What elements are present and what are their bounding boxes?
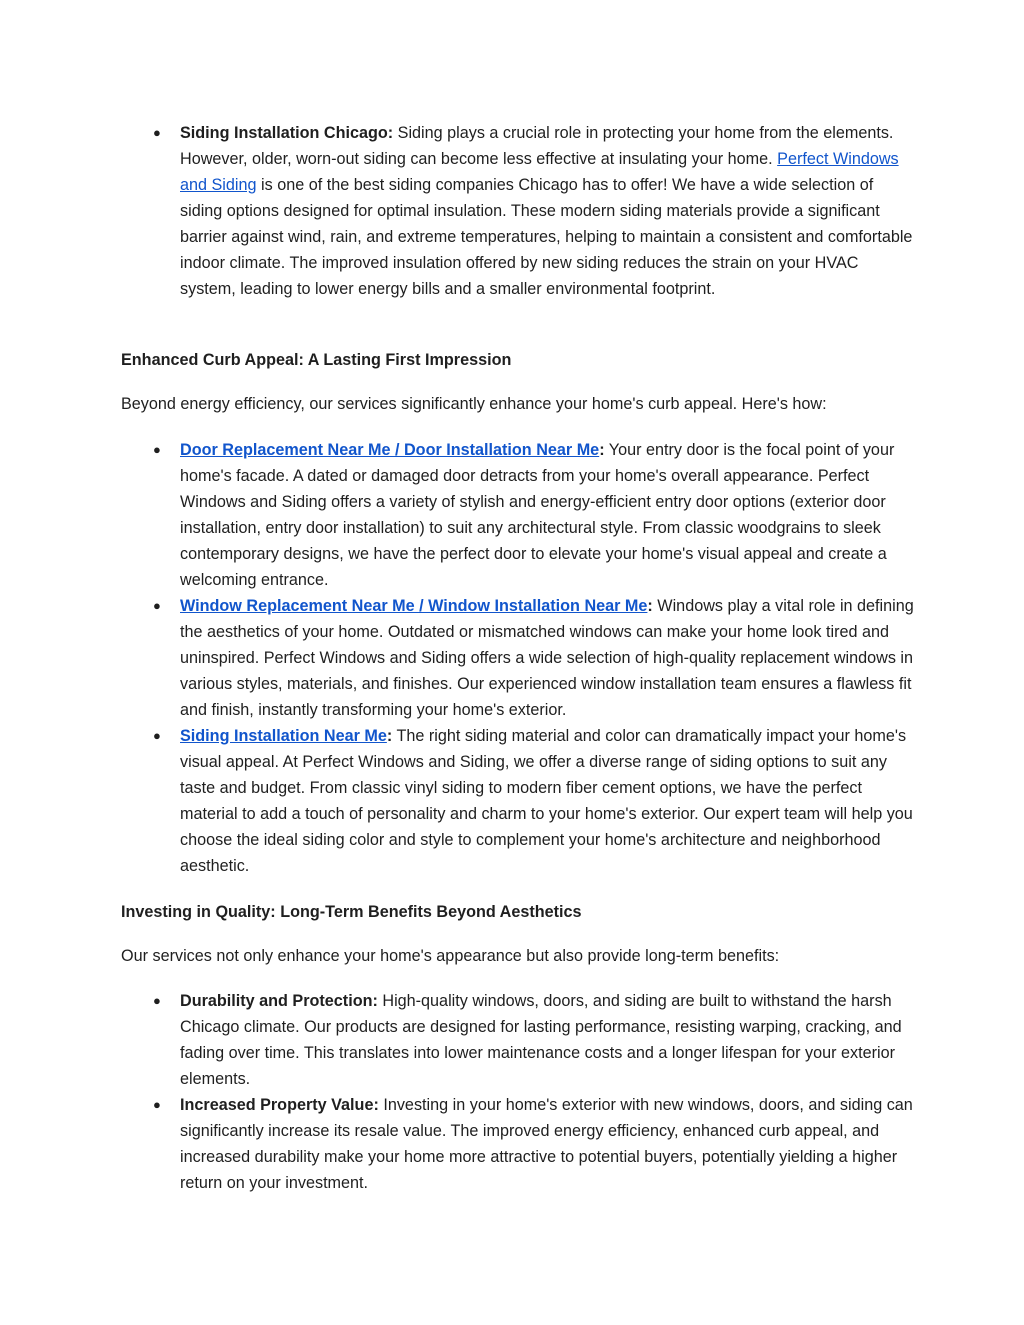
list-item-text: Your entry door is the focal point of your home's facade. A dated or damaged door detracts from your home's overall appearance. Perfect Windows and Siding offers a variety of stylish and energy-efficient entry door options (exterior door installation, entry door installation) to suit any architectural style. From classic woodgrains to sleek contemporary designs, we have the perfect door to elevate your home's visual appeal and create a welcoming entrance. (180, 441, 895, 589)
list-item-text: Windows play a vital role in defining the aesthetics of your home. Outdated or mismatched windows can make your home look tired and uninspired. Perfect Windows and Siding offers a wide selection of high-quality replacement windows in various styles, materials, and finishes. Our experienced window installation team ensures a flawless fit and finish, instantly transforming your home's exterior. (180, 597, 914, 719)
list-item: ● Siding Installation Near Me: The right siding material and color can dramatically impact your home's visual appeal. At Perfect Windows and Siding, we offer a diverse range of siding options to suit any taste and budget. From classic vinyl siding to modern fiber cement options, we have the perfect material to add a touch of personality and charm to your home's exterior. Our expert team will help you choose the ideal siding color and style to complement your home's architecture and neighborhood aesthetic. (0, 723, 1024, 879)
bullet-icon: ● (153, 728, 161, 743)
bullet-icon: ● (153, 598, 161, 613)
siding-benefits-list (0, 120, 1024, 302)
door-replacement-link[interactable]: Door Replacement Near Me / Door Installation Near Me (180, 441, 600, 459)
list-item-text: Investing in your home's exterior with new windows, doors, and siding can significantly increase its resale value. The improved energy efficiency, enhanced curb appeal, and increased durability make your home more attractive to potential buyers, potentially yielding a higher return on your investment. (180, 1096, 913, 1192)
list-item-text: is one of the best siding companies Chicago has to offer! We have a wide selection of siding options designed for optimal insulation. These modern siding materials provide a significant barrier against wind, rain, and extreme temperatures, helping to maintain a consistent and comfortable indoor climate. The improved insulation offered by new siding reduces the strain on your HVAC system, leading to lower energy bills and a smaller environmental footprint. (180, 176, 913, 298)
bullet-icon: ● (153, 1097, 161, 1112)
section-heading: Enhanced Curb Appeal: A Lasting First Impression (121, 351, 512, 369)
bullet-icon: ● (153, 125, 161, 140)
section-intro: Beyond energy efficiency, our services significantly enhance your home's curb appeal. Here's how: (121, 395, 827, 413)
siding-installation-link[interactable]: Siding Installation Near Me (180, 727, 387, 745)
section-heading: Investing in Quality: Long-Term Benefits Beyond Aesthetics (121, 903, 582, 921)
list-item-text: High-quality windows, doors, and siding are built to withstand the harsh Chicago climate. Our products are designed for lasting performance, resisting warping, cracking, and fading over time. This translates into lower maintenance costs and a longer lifespan for your exterior elements. (180, 992, 902, 1088)
list-item-lead: Durability and Protection: (180, 992, 378, 1010)
list-item: ● Door Replacement Near Me / Door Installation Near Me: Your entry door is the focal point of your home's facade. A dated or damaged door detracts from your home's overall appearance. Perfect Windows and Siding offers a variety of stylish and energy-efficient entry door options (exterior door installation, entry door installation) to suit any architectural style. From classic woodgrains to sleek contemporary designs, we have the perfect door to elevate your home's visual appeal and create a welcoming entrance. (0, 437, 1024, 593)
perfect-windows-link[interactable]: Perfect Windows and Siding (180, 150, 899, 194)
list-item-text: The right siding material and color can dramatically impact your home's visual appeal. At Perfect Windows and Siding, we offer a diverse range of siding options to suit any taste and budget. From classic vinyl siding to modern fiber cement options, we have the perfect material to add a touch of personality and charm to your home's exterior. Our expert team will help you choose the ideal siding color and style to complement your home's architecture and neighborhood aesthetic. (180, 727, 913, 875)
list-item-lead: Siding Installation Chicago: (180, 124, 394, 142)
list-item: ● Window Replacement Near Me / Window Installation Near Me: Windows play a vital role in defining the aesthetics of your home. Outdated or mismatched windows can make your home look tired and uninspired. Perfect Windows and Siding offers a wide selection of high-quality replacement windows in various styles, materials, and finishes. Our experienced window installation team ensures a flawless fit and finish, instantly transforming your home's exterior. (0, 593, 1024, 723)
section-intro: Our services not only enhance your home's appearance but also provide long-term benefits: (121, 947, 780, 965)
bullet-icon: ● (153, 442, 161, 457)
bullet-icon: ● (153, 993, 161, 1008)
long-term-benefits-list (0, 988, 1024, 1196)
list-item (0, 988, 1024, 1092)
list-item-text: Siding plays a crucial role in protecting your home from the elements. However, older, worn-out siding can become less effective at insulating your home. (180, 124, 894, 168)
list-item (0, 1092, 1024, 1196)
window-replacement-link[interactable]: Window Replacement Near Me / Window Installation Near Me (180, 597, 648, 615)
curb-appeal-list (0, 437, 1024, 879)
list-item-lead: Increased Property Value: (180, 1096, 379, 1114)
list-item (0, 120, 1024, 302)
